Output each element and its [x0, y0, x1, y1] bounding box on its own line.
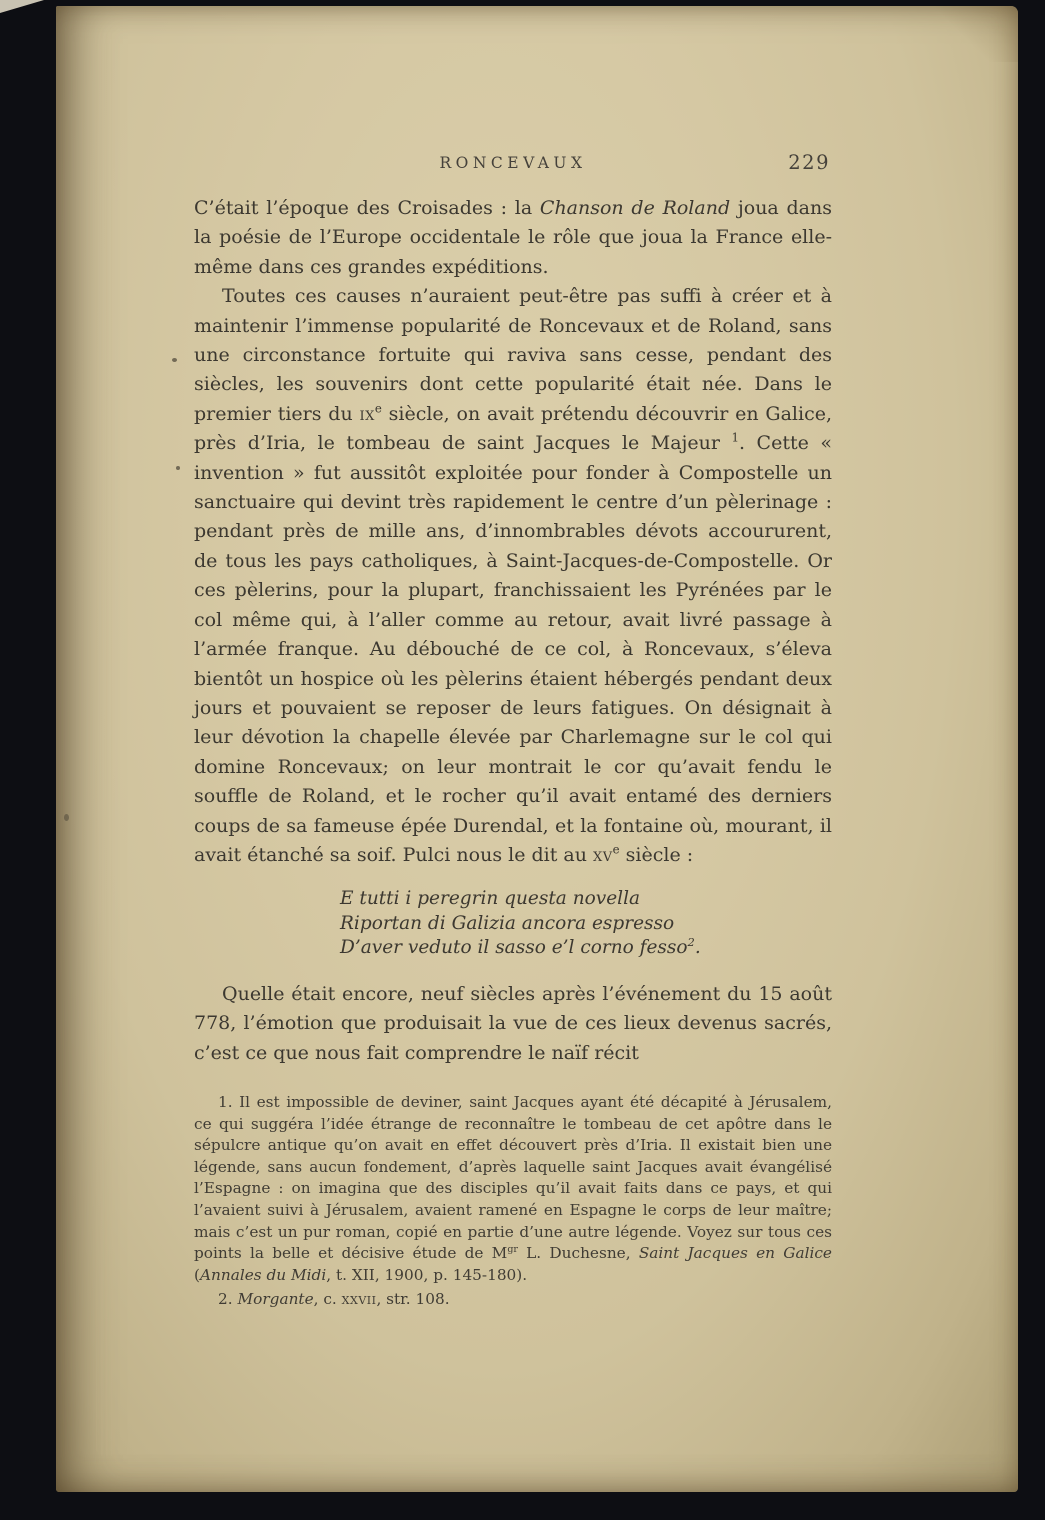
page-number: 229 — [788, 151, 830, 174]
page-corner-fold — [936, 6, 1018, 62]
paragraph — [194, 282, 832, 870]
italic-text: Saint Jacques en Galice — [638, 1244, 832, 1263]
superscript-ref: gr — [507, 1244, 518, 1256]
paragraph — [194, 980, 832, 1068]
verse-quote — [340, 887, 832, 961]
text-run: C’était l’époque des Croisades : la — [194, 197, 540, 219]
superscript-ref: e — [612, 842, 620, 857]
footnote — [194, 1092, 832, 1286]
text-run: joua dans la poésie de l’Europe occidentale le rôle que joua la France elle-même dans ces grandes expéditions. — [194, 197, 832, 278]
superscript-ref: e — [374, 401, 382, 416]
superscript-ref: 1 — [731, 430, 739, 445]
ink-speck — [172, 358, 177, 362]
text-run: xxvii — [341, 1290, 377, 1309]
verse-line — [340, 887, 832, 912]
text-run: Riportan di Galizia ancora espresso — [340, 912, 675, 934]
italic-text: Annales du Midi — [199, 1265, 327, 1284]
body-text — [194, 194, 832, 1068]
footnotes — [194, 1092, 832, 1311]
text-run: L. Duchesne, — [517, 1244, 639, 1263]
text-run: ( — [194, 1265, 200, 1284]
text-run: , str. 108. — [376, 1290, 450, 1309]
text-run: ix — [359, 402, 375, 425]
footnote — [194, 1289, 832, 1311]
paragraph — [194, 194, 832, 282]
text-run: , t. XII, 1900, p. 145-180). — [326, 1265, 528, 1284]
text-run: D’aver veduto il sasso e’l corno fesso — [340, 937, 688, 959]
type-area — [194, 152, 832, 1492]
ink-speck — [176, 466, 180, 470]
verse-line — [340, 936, 832, 961]
italic-text: Morgante — [237, 1290, 314, 1309]
text-run: Toutes ces causes n’auraient peut-être pas suffi à créer et à maintenir l’immense popularité de Roncevaux et de Roland, sans une circonstance fortuite qui raviva sans cesse, pendant des siècles, les souvenirs dont cette popularité était née. Dans le premier tiers du — [194, 285, 832, 425]
text-run: siècle, on avait prétendu découvrir en Galice, près d’Iria, le tombeau de saint Jacques le Majeur — [194, 402, 832, 455]
text-run: , c. — [313, 1290, 342, 1309]
running-title: RONCEVAUX — [439, 154, 587, 172]
running-header — [194, 152, 832, 194]
text-run: 2. — [218, 1290, 238, 1309]
text-run: siècle : — [619, 843, 694, 866]
text-run: . — [694, 937, 701, 959]
superscript-ref: 2 — [687, 935, 695, 950]
text-run: 1. Il est impossible de deviner, saint Jacques ayant été décapité à Jérusalem, ce qui suggéra l’idée étrange de reconnaître le tombeau de cet apôtre dans le sépulcre antique qu’on avait en effet découvert près d’Iria. Il existait bien une légende, sans aucun fondement, d’après laquelle saint Jacques avait évangélisé l’Espagne : on imagina que des disciples qu’il avait faits dans ce pays, et qui l’avaient suivi à Jérusalem, avaient ramené en Espagne le corps de leur maître; mais c’est un pur roman, copié en partie d’une autre légende. Voyez sur tous ces points la belle et décisive étude de M — [194, 1093, 832, 1263]
text-run: E tutti i peregrin questa novella — [340, 888, 641, 910]
book-gutter-page-edges — [96, 32, 112, 1456]
ink-speck — [64, 814, 69, 821]
photo-corner-artifact — [0, 0, 44, 13]
text-run: . Cette « invention » fut aussitôt exploitée pour fonder à Compostelle un sanctuaire qui devint très rapidement le centre d’un pèlerinage : pendant près de mille ans, d’innombrables dévots accoururent, de tous les pays catholiques, à Saint-Jacques-de-Compostelle. Or ces pèlerins, pour la plupart, franchissaient les Pyrénées par le col même qui, à l’aller comme au retour, avait livré passage à l’armée franque. Au débouché de ce col, à Roncevaux, s’éleva bientôt un hospice où les pèlerins étaient hébergés pendant deux jours et pouvaient se reposer de leurs fatigues. On désignait à leur dévotion la chapelle élevée par Charlemagne sur le col qui domine Roncevaux; on leur montrait le cor qu’avait fendu le souffle de Roland, et le rocher qu’il avait entamé des derniers coups de sa fameuse épée Durendal, et la fontaine où, mourant, il avait étanché sa soif. Pulci nous le dit au — [194, 432, 832, 866]
italic-text: Chanson de Roland — [539, 197, 731, 219]
book-page — [56, 6, 1018, 1492]
text-run: Quelle était encore, neuf siècles après l’événement du 15 août 778, l’émotion que produisait la vue de ces lieux devenus sacrés, c’est ce que nous fait comprendre le naïf récit — [194, 982, 832, 1064]
text-run: xv — [593, 843, 613, 866]
verse-line — [340, 912, 832, 937]
